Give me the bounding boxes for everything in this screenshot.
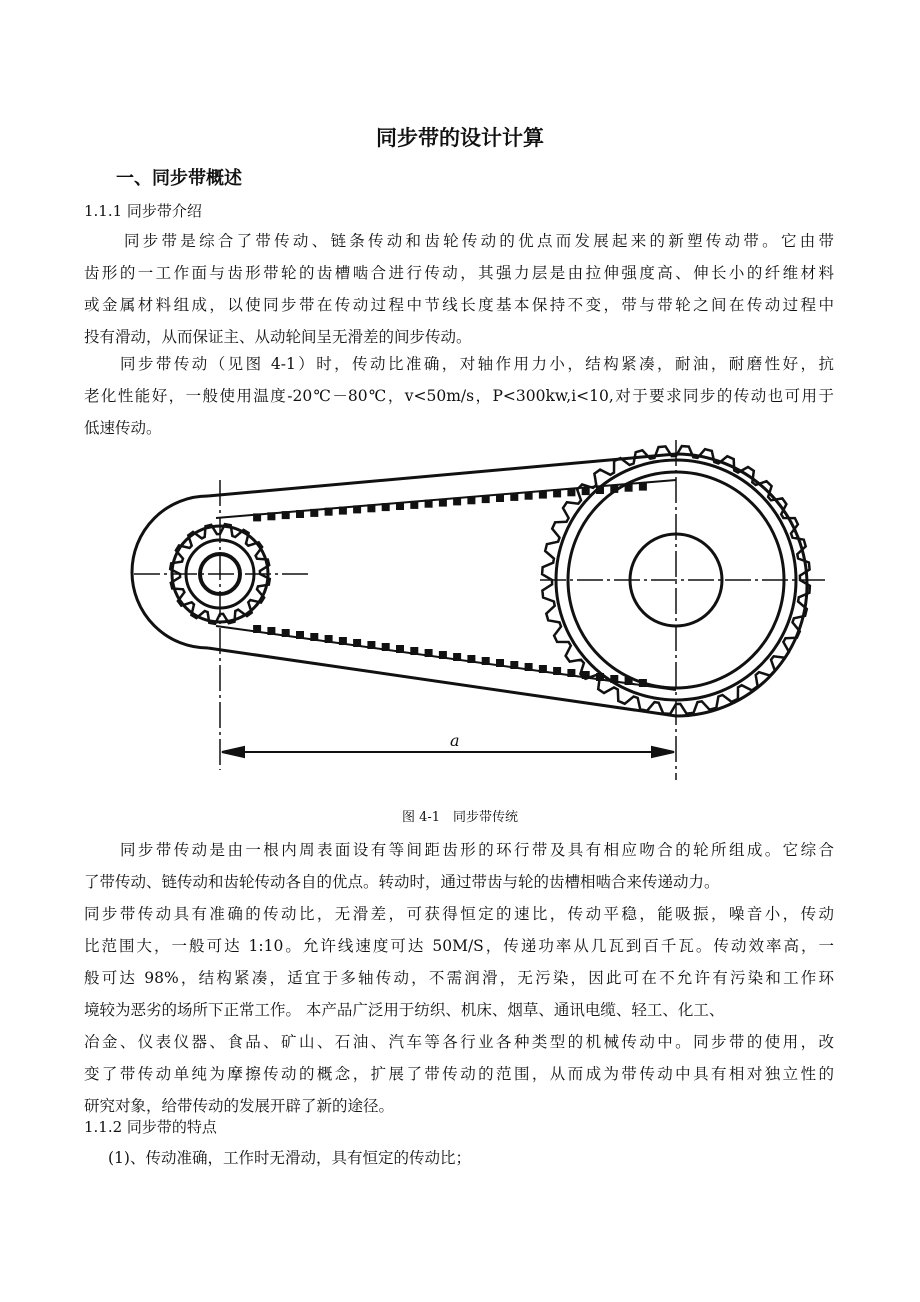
paragraph-line: 冶金、仪表仪器、食品、矿山、石油、汽车等各行业各种类型的机械传动中。同步带的使用，改	[84, 1033, 834, 1051]
subsection-heading-features: 1.1.2 同步带的特点	[84, 1118, 217, 1136]
belt-tooth	[339, 507, 347, 515]
belt-tooth	[467, 655, 475, 663]
section-heading: 一、同步带概述	[116, 168, 242, 189]
figure-caption: 图 4-1 同步带传统	[401, 810, 519, 825]
paragraph-line: 般可达 98%，结构紧凑，适宜于多轴传动，不需润滑，无污染，因此可在不允许有污染和工作环	[84, 969, 834, 987]
paragraph-line: 同步带传动具有准确的传动比，无滑差，可获得恒定的速比，传动平稳，能吸振，噪音小，传动	[84, 905, 834, 923]
belt-tooth	[425, 500, 433, 508]
belt-tooth	[539, 665, 547, 673]
belt-tooth	[282, 629, 290, 637]
belt-tooth	[339, 637, 347, 645]
belt-tooth	[453, 497, 461, 505]
paragraph-line: 投有滑动，从而保证主、从动轮间呈无滑差的间步传动。	[84, 328, 472, 346]
paragraph-intro	[84, 225, 834, 353]
paragraph-line: 变了带传动单纯为摩擦传动的概念，扩展了带传动的范围，从而成为带传动中具有相对独立性的	[84, 1065, 834, 1083]
belt-tooth	[467, 496, 475, 504]
belt-tooth	[253, 513, 261, 521]
belt-tooth	[325, 635, 333, 643]
paragraph-line: 境较为恶劣的场所下正常工作。 本产品广泛用于纺织、机床、烟草、通讯电缆、轻工、化工、	[84, 1001, 725, 1019]
belt-tooth	[267, 627, 275, 635]
belt-tooth	[439, 651, 447, 659]
dimension-label: a	[450, 731, 460, 750]
paragraph-features	[84, 348, 834, 444]
belt-tooth	[639, 483, 647, 491]
belt-tooth	[582, 487, 590, 495]
belt-tooth	[567, 669, 575, 677]
belt-tooth	[510, 493, 518, 501]
belt-tooth	[496, 494, 504, 502]
belt-upper-run	[208, 454, 676, 496]
belt-tooth	[439, 499, 447, 507]
belt-tooth	[510, 661, 518, 669]
paragraph-line: 同步带传动是由一根内周表面设有等间距齿形的环行带及具有相应吻合的轮所组成。它综合	[120, 841, 834, 859]
belt-tooth	[353, 505, 361, 513]
belt-tooth	[553, 667, 561, 675]
belt-tooth	[525, 663, 533, 671]
belt-tooth	[296, 510, 304, 518]
paragraph-line: 了带传动、链传动和齿轮传动各自的优点。转动时，通过带齿与轮的齿槽相啮合来传递动力。	[84, 873, 720, 891]
belt-tooth	[310, 509, 318, 517]
page-title: 同步带的设计计算	[376, 126, 544, 150]
belt-tooth	[267, 512, 275, 520]
belt-tooth	[253, 625, 261, 633]
belt-tooth	[567, 488, 575, 496]
belt-tooth	[296, 631, 304, 639]
belt-tooth	[367, 504, 375, 512]
belt-tooth	[482, 657, 490, 665]
belt-tooth	[525, 492, 533, 500]
belt-left-wrap	[132, 496, 208, 648]
belt-tooth	[553, 489, 561, 497]
belt-tooth	[410, 647, 418, 655]
paragraph-line: 齿形的一工作面与齿形带轮的齿槽啮合进行传动，其强力层是由拉伸强度高、伸长小的纤维材料	[84, 264, 834, 282]
belt-tooth	[353, 639, 361, 647]
belt-tooth	[367, 641, 375, 649]
belt-tooth	[410, 501, 418, 509]
belt-tooth	[425, 649, 433, 657]
belt-tooth	[382, 503, 390, 511]
belt-tooth	[396, 502, 404, 510]
paragraph-line: 研究对象，给带传动的发展开辟了新的途径。	[84, 1097, 395, 1115]
paragraph-line: 或金属材料组成，以使同步带在传动过程中节线长度基本保持不变，带与带轮之间在传动过程中	[84, 296, 834, 314]
list-item: (1)、传动准确，工作时无滑动，具有恒定的传动比；	[108, 1149, 471, 1167]
subsection-heading-intro: 1.1.1 同步带介绍	[84, 202, 202, 220]
timing-belt-figure	[120, 440, 840, 790]
belt-tooth	[382, 643, 390, 651]
paragraph-line: 同步带传动（见图 4-1）时，传动比准确，对轴作用力小，结构紧凑，耐油，耐磨性好，抗	[120, 355, 834, 373]
belt-tooth	[496, 659, 504, 667]
paragraph-line: 低速传动。	[84, 419, 162, 437]
belt-tooth	[453, 653, 461, 661]
belt-tooth	[325, 508, 333, 516]
belt-tooth	[539, 491, 547, 499]
belt-tooth	[310, 633, 318, 641]
belt-tooth	[482, 495, 490, 503]
paragraph-line: 老化性能好，一般使用温度-20℃－80℃，v<50m/s，P<300kw,i<10,对于要求同步的传动也可用于	[84, 387, 834, 405]
paragraph-line: 同步带是综合了带传动、链条传动和齿轮传动的优点而发展起来的新塑传动带。它由带	[124, 232, 834, 250]
belt-tooth	[282, 511, 290, 519]
paragraph-line: 比范围大，一般可达 1:10。允许线速度可达 50M/S，传递功率从几瓦到百千瓦。传动效率高，一	[84, 937, 834, 955]
paragraph-description	[84, 834, 834, 1122]
belt-tooth	[396, 645, 404, 653]
